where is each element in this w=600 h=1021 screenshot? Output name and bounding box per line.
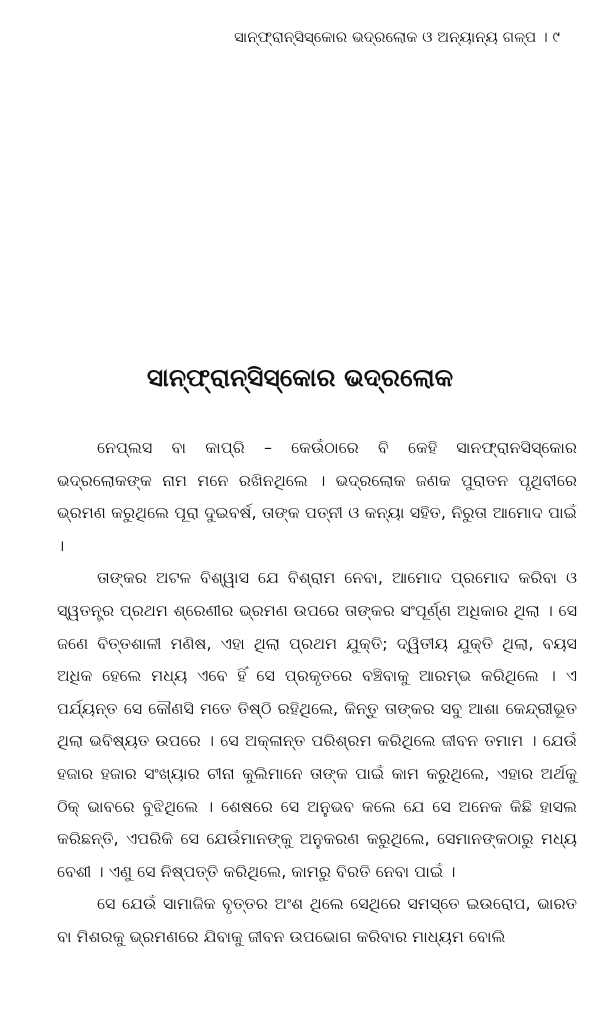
paragraph-1: ନେପ୍‌ଲସ ବା କାପ୍ରି – କେଉଁଠାରେ ବି କେହି ସାନଫ୍ରାନସିସ୍କୋର ଭଦ୍ରଲୋକଙ୍କ ନାମ ମନେ ରଖିନଥିଲେ । ଭଦ୍ରଲୋକ ଜଣକ ପୁରାତନ ପୃଥିବୀରେ ଭ୍ରମଣ କରୁଥିଲେ ପୂରା ଦୁଇବର୍ଷ, ତାଙ୍କ ପତ୍ନୀ ଓ କନ୍ୟା ସହିତ, ନିରୁତା ଆମୋଦ ପାଇଁ । [57, 438, 577, 555]
chapter-body [57, 432, 577, 954]
paragraph-3: ସେ ଯେଉଁ ସାମାଜିକ ବୃତ୍ତର ଅଂଶ ଥିଲେ ସେଥିରେ ସମସ୍ତେ ଇଉରୋପ, ଭାରତ ବା ମିଶରକୁ ଭ୍ରମଣରେ ଯିବାକୁ ଜୀବନ ଉପଭୋଗ କରିବାର ମାଧ୍ୟମ ବୋଲି [57, 894, 577, 946]
paragraph-2: ତାଙ୍କର ଅଟଳ ବିଶ୍ୱାସ ଯେ ବିଶ୍ରାମ ନେବା, ଆମୋଦ ପ୍ରମୋଦ କରିବା ଓ ସ୍ୱତନ୍ତ୍ର ପ୍ରଥମ ଶ୍ରେଣୀର ଭ୍ରମଣ ଉପରେ ତାଙ୍କର ସଂପୂର୍ଣ୍ଣ ଅଧିକାର ଥିଲା । ସେ ଜଣେ ବିତ୍ତଶାଳୀ ମଣିଷ, ଏହା ଥିଲା ପ୍ରଥମ ଯୁକ୍ତି; ଦ୍ୱିତୀୟ ଯୁକ୍ତି ଥିଲା, ବୟସ ଅଧିକ ହେଲେ ମଧ୍ୟ ଏବେ ହିଁ ସେ ପ୍ରକୃତରେ ବଞ୍ଚିବାକୁ ଆରମ୍ଭ କରିଥିଲେ । ଏ ପର୍ଯ୍ୟନ୍ତ ସେ କୌଣସି ମତେ ତିଷ୍ଠି ରହିଥିଲେ, କିନ୍ତୁ ତାଙ୍କର ସବୁ ଆଶା କେନ୍ଦ୍ରୀଭୂତ ଥିଲା ଭବିଷ୍ୟତ ଉପରେ । ସେ ଅକ୍ଳାନ୍ତ ପରିଶ୍ରମ କରିଥିଲେ ଜୀବନ ତମାମ । ଯେଉଁ ହଜାର ହଜାର ସଂଖ୍ୟାର ଚୀନା କୁଲିମାନେ ତାଙ୍କ ପାଇଁ କାମ କରୁଥିଲେ, ଏହାର ଅର୍ଥକୁ ଠିକ୍ ଭାବରେ ବୁଝିଥିଲେ । ଶେଷରେ ସେ ଅନୁଭବ କଲେ ଯେ ସେ ଅନେକ କିଛି ହାସଲ କରିଛନ୍ତି, ଏପରିକି ସେ ଯେଉଁମାନଙ୍କୁ ଅନୁକରଣ କରୁଥିଲେ, ସେମାନଙ୍କଠାରୁ ମଧ୍ୟ ବେଶୀ । ଏଣୁ ସେ ନିଷ୍ପତ୍ତି କରିଥିଲେ, କାମରୁ ବିରତି ନେବା ପାଇଁ । [57, 568, 577, 881]
chapter-title: ସାନ୍‌ଫ୍ରାନ୍‌ସିସ୍କୋର ଭଦ୍ରଲୋକ [146, 363, 454, 392]
running-header: ସାନ୍‌ଫ୍ରାନ୍‌ସିସ୍କୋର ଭଦ୍ରଲୋକ ଓ ଅନ୍ୟାନ୍ୟ ଗଳ୍ପ । ୯ [234, 28, 560, 46]
